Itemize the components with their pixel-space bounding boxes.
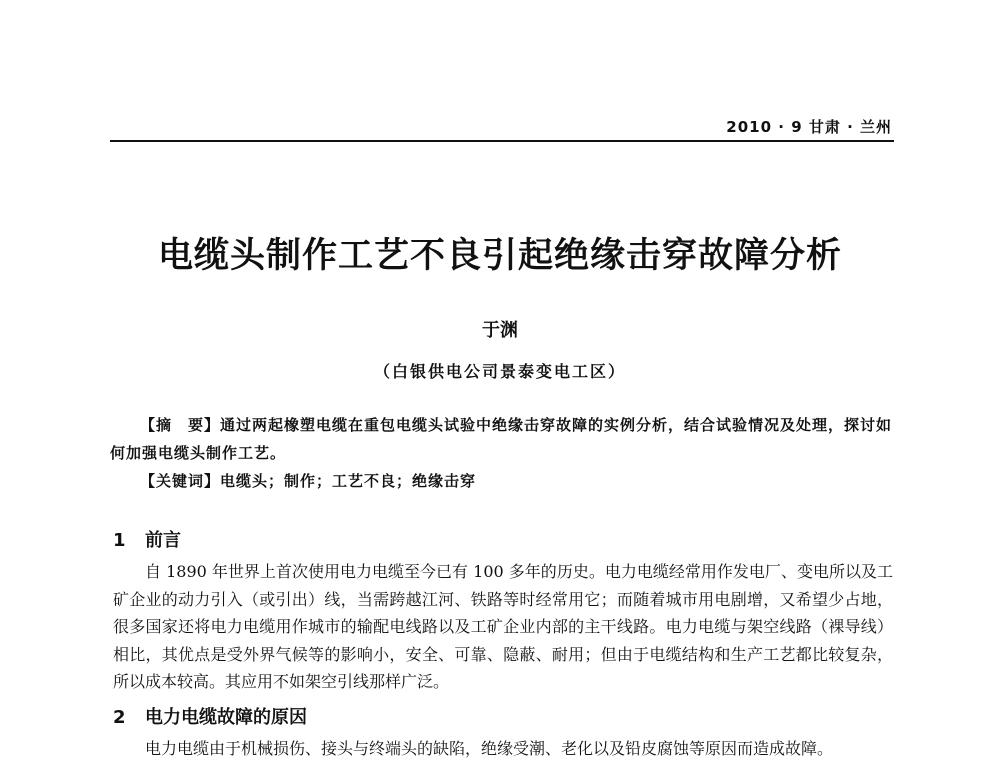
author-affiliation: （白银供电公司景泰变电工区） xyxy=(373,362,626,381)
paper-title: 电缆头制作工艺不良引起绝缘击穿故障分析 xyxy=(157,235,842,276)
keywords-label: 【关键词】 xyxy=(140,472,221,490)
section-number: 2 xyxy=(113,707,126,728)
abstract-label: 【摘 要】 xyxy=(140,416,221,434)
section-body-causes xyxy=(113,735,893,763)
header-rule xyxy=(110,140,894,142)
section-body-intro xyxy=(113,558,893,696)
paragraph: 自 1890 年世界上首次使用电力电缆至今已有 100 多年的历史。电力电缆经常用作发电厂、变电所以及工矿企业的动力引入（或引出）线，当需跨越江河、铁路等时经常用它；而随着城市用电剧增，又希望少占地，很多国家还将电力电缆用作城市的输配电线路以及工矿企业内部的主干线路。电力电缆与架空线路（裸导线）相比，其优点是受外界气候等的影响小，安全、可靠、隐蔽、耐用；但由于电缆结构和生产工艺都比较复杂，所以成本较高。其应用不如架空引线那样广泛。 xyxy=(113,562,893,691)
abstract xyxy=(110,411,894,467)
abstract-text: 通过两起橡塑电缆在重包电缆头试验中绝缘击穿故障的实例分析，结合试验情况及处理，探讨如何加强电缆头制作工艺。 xyxy=(110,416,893,462)
section-number: 1 xyxy=(113,530,126,551)
section-heading-causes xyxy=(113,703,307,729)
section-title: 前言 xyxy=(145,530,181,551)
section-heading-intro xyxy=(113,526,181,552)
keywords xyxy=(110,467,894,495)
keywords-text: 电缆头；制作；工艺不良；绝缘击穿 xyxy=(220,472,477,490)
abstract-block xyxy=(110,411,894,495)
paragraph: 电力电缆由于机械损伤、接头与终端头的缺陷，绝缘受潮、老化以及铅皮腐蚀等原因而造成故障。 xyxy=(145,739,834,758)
section-title: 电力电缆故障的原因 xyxy=(145,707,307,728)
journal-meta: 2010 · 9 甘肃 · 兰州 xyxy=(726,118,892,136)
author-name: 于渊 xyxy=(482,320,518,341)
